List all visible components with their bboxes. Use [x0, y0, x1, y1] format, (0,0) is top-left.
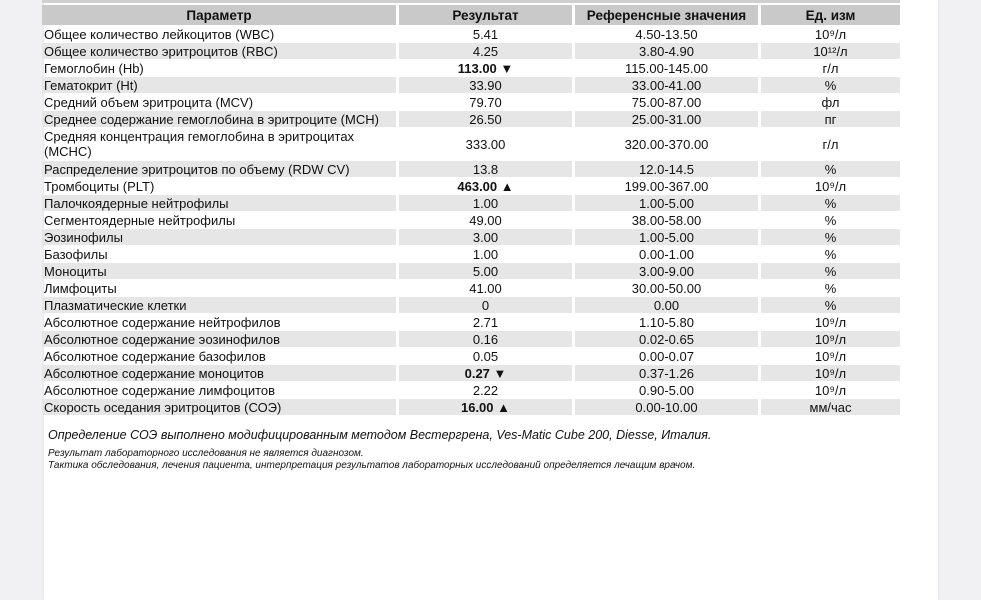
unit-cell: % — [758, 229, 900, 245]
unit-cell: г/л — [758, 128, 900, 160]
unit-cell: 10⁹/л — [758, 314, 900, 330]
parameter-cell: Среднее содержание гемоглобина в эритроците (MCH) — [42, 111, 396, 127]
header-parameter: Параметр — [42, 5, 396, 25]
parameter-cell: Общее количество эритроцитов (RBC) — [42, 43, 396, 59]
table-row — [42, 314, 900, 330]
reference-cell: 33.00-41.00 — [572, 77, 758, 93]
table-row — [42, 280, 900, 296]
parameter-cell: Скорость оседания эритроцитов (СОЭ) — [42, 399, 396, 415]
result-cell: 113.00 ▼ — [396, 60, 572, 76]
reference-cell: 0.02-0.65 — [572, 331, 758, 347]
unit-cell: 10⁹/л — [758, 365, 900, 381]
parameter-cell: Лимфоциты — [44, 280, 117, 296]
header-reference: Референсные значения — [572, 5, 758, 25]
result-cell: 1.00 — [396, 246, 572, 262]
parameter-cell: Средняя концентрация гемоглобина в эритроцитах (MCHC) — [44, 129, 355, 159]
unit-cell: 10¹²/л — [758, 43, 900, 59]
result-cell: 41.00 — [396, 280, 572, 296]
parameter-cell: Гематокрит (Ht) — [42, 77, 396, 93]
reference-cell: 25.00-31.00 — [572, 111, 758, 127]
result-cell: 0.27 ▼ — [396, 365, 572, 381]
unit-cell: фл — [758, 94, 900, 110]
parameter-cell: Сегментоядерные нейтрофилы — [44, 212, 236, 228]
method-note: Определение СОЭ выполнено модифицированным методом Вестергрена, Ves-Matic Cube 200, Diesse, Италия. — [48, 428, 712, 442]
reference-cell: 320.00-370.00 — [572, 128, 758, 160]
table-row — [42, 195, 900, 211]
reference-cell: 1.10-5.80 — [572, 314, 758, 330]
reference-cell: 115.00-145.00 — [572, 60, 758, 76]
unit-cell: % — [758, 263, 900, 279]
parameter-cell: Палочкоядерные нейтрофилы — [42, 195, 396, 211]
table-row — [42, 178, 900, 194]
result-cell: 5.00 — [396, 263, 572, 279]
notes-block — [46, 428, 896, 472]
result-cell: 0.16 — [396, 331, 572, 347]
result-cell: 4.25 — [396, 43, 572, 59]
table-row — [42, 128, 900, 160]
reference-cell: 0.00-10.00 — [572, 399, 758, 415]
table-row — [42, 399, 900, 415]
table-row — [42, 111, 900, 127]
unit-cell: 10⁹/л — [758, 26, 900, 42]
result-cell: 333.00 — [396, 128, 572, 160]
reference-cell: 0.37-1.26 — [572, 365, 758, 381]
reference-cell: 3.00-9.00 — [572, 263, 758, 279]
table-row — [42, 348, 900, 364]
parameter-cell: Абсолютное содержание базофилов — [44, 348, 266, 364]
unit-cell: % — [758, 297, 900, 313]
lab-results-table — [42, 4, 900, 416]
parameter-cell: Распределение эритроцитов по объему (RDW CV) — [42, 161, 396, 177]
reference-cell: 0.00-0.07 — [572, 348, 758, 364]
unit-cell: % — [758, 77, 900, 93]
unit-cell: 10⁹/л — [758, 348, 900, 364]
table-row — [42, 331, 900, 347]
result-cell: 26.50 — [396, 111, 572, 127]
parameter-cell: Абсолютное содержание эозинофилов — [42, 331, 396, 347]
table-row — [42, 229, 900, 245]
parameter-cell: Средний объем эритроцита (MCV) — [44, 94, 254, 110]
disclaimer-diagnosis: Результат лабораторного исследования не является диагнозом. — [48, 448, 364, 459]
unit-cell: % — [758, 161, 900, 177]
parameter-cell: Общее количество лейкоцитов (WBC) — [44, 26, 275, 42]
reference-cell: 1.00-5.00 — [572, 229, 758, 245]
reference-cell: 38.00-58.00 — [572, 212, 758, 228]
unit-cell: пг — [758, 111, 900, 127]
table-row — [42, 94, 900, 110]
parameter-cell: Абсолютное содержание моноцитов — [42, 365, 396, 381]
table-row — [42, 161, 900, 177]
unit-cell: г/л — [758, 60, 900, 76]
table-row — [42, 77, 900, 93]
header-units: Ед. изм — [758, 5, 900, 25]
table-row — [42, 26, 900, 42]
unit-cell: мм/час — [758, 399, 900, 415]
reference-cell: 12.0-14.5 — [572, 161, 758, 177]
table-row — [42, 43, 900, 59]
result-cell: 5.41 — [396, 26, 572, 42]
reference-cell: 0.90-5.00 — [572, 382, 758, 398]
result-cell: 0.05 — [396, 348, 572, 364]
result-cell: 3.00 — [396, 229, 572, 245]
parameter-cell: Базофилы — [44, 246, 108, 262]
result-cell: 13.8 — [396, 161, 572, 177]
unit-cell: % — [758, 195, 900, 211]
result-cell: 79.70 — [396, 94, 572, 110]
table-row — [42, 246, 900, 262]
reference-cell: 199.00-367.00 — [572, 178, 758, 194]
unit-cell: 10⁹/л — [758, 178, 900, 194]
reference-cell: 0.00 — [572, 297, 758, 313]
parameter-cell: Тромбоциты (PLT) — [44, 178, 155, 194]
unit-cell: 10⁹/л — [758, 382, 900, 398]
result-cell: 0 — [396, 297, 572, 313]
table-row — [42, 297, 900, 313]
reference-cell: 1.00-5.00 — [572, 195, 758, 211]
unit-cell: % — [758, 212, 900, 228]
unit-cell: 10⁹/л — [758, 331, 900, 347]
result-cell: 16.00 ▲ — [396, 399, 572, 415]
table-row — [42, 382, 900, 398]
parameter-cell: Плазматические клетки — [42, 297, 396, 313]
result-cell: 1.00 — [396, 195, 572, 211]
unit-cell: % — [758, 280, 900, 296]
table-row — [42, 365, 900, 381]
table-row — [42, 263, 900, 279]
reference-cell: 75.00-87.00 — [572, 94, 758, 110]
result-cell: 463.00 ▲ — [396, 178, 572, 194]
header-result: Результат — [396, 5, 572, 25]
parameter-cell: Абсолютное содержание нейтрофилов — [44, 314, 281, 330]
table-row — [42, 60, 900, 76]
result-cell: 2.71 — [396, 314, 572, 330]
reference-cell: 0.00-1.00 — [572, 246, 758, 262]
reference-cell: 3.80-4.90 — [572, 43, 758, 59]
parameter-cell: Эозинофилы — [42, 229, 396, 245]
reference-cell: 30.00-50.00 — [572, 280, 758, 296]
result-cell: 2.22 — [396, 382, 572, 398]
unit-cell: % — [758, 246, 900, 262]
top-divider — [42, 0, 900, 3]
parameter-cell: Гемоглобин (Hb) — [44, 60, 144, 76]
parameter-cell: Моноциты — [42, 263, 396, 279]
reference-cell: 4.50-13.50 — [572, 26, 758, 42]
result-cell: 33.90 — [396, 77, 572, 93]
parameter-cell: Абсолютное содержание лимфоцитов — [44, 382, 276, 398]
table-row — [42, 212, 900, 228]
result-cell: 49.00 — [396, 212, 572, 228]
disclaimer-tactics: Тактика обследования, лечения пациента, интерпретация результатов лабораторных исследований определяется лечащим врачом. — [48, 460, 696, 471]
table-header-row — [42, 5, 900, 25]
